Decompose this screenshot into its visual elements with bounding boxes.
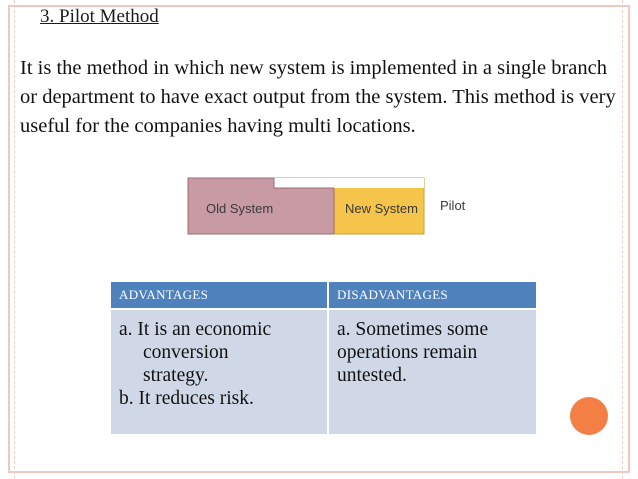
- pilot-diagram: [186, 176, 486, 238]
- new-system-label: New System: [345, 201, 418, 216]
- advantages-header: ADVANTAGES: [111, 282, 328, 309]
- disadvantages-header: DISADVANTAGES: [328, 282, 536, 309]
- old-system-label: Old System: [206, 201, 274, 216]
- slide-title: 3. Pilot Method: [40, 6, 159, 27]
- body-paragraph: It is the method in which new system is implemented in a single branch or department to have exact output from the system. This method is very useful for the companies having multi locations.: [20, 57, 616, 137]
- pilot-label: Pilot: [440, 198, 466, 213]
- advantage-item: a. It is an economic conversion strategy.: [119, 319, 272, 386]
- advantages-table: [111, 282, 536, 434]
- left-dashed-rail: [14, 0, 16, 479]
- decorative-orange-circle: [570, 397, 608, 435]
- right-dashed-rail: [622, 0, 624, 479]
- disadvantages-cell: a. Sometimes some operations remain untested.: [328, 309, 536, 434]
- advantages-cell: [111, 309, 328, 434]
- advantage-item: b. It reduces risk.: [119, 388, 254, 409]
